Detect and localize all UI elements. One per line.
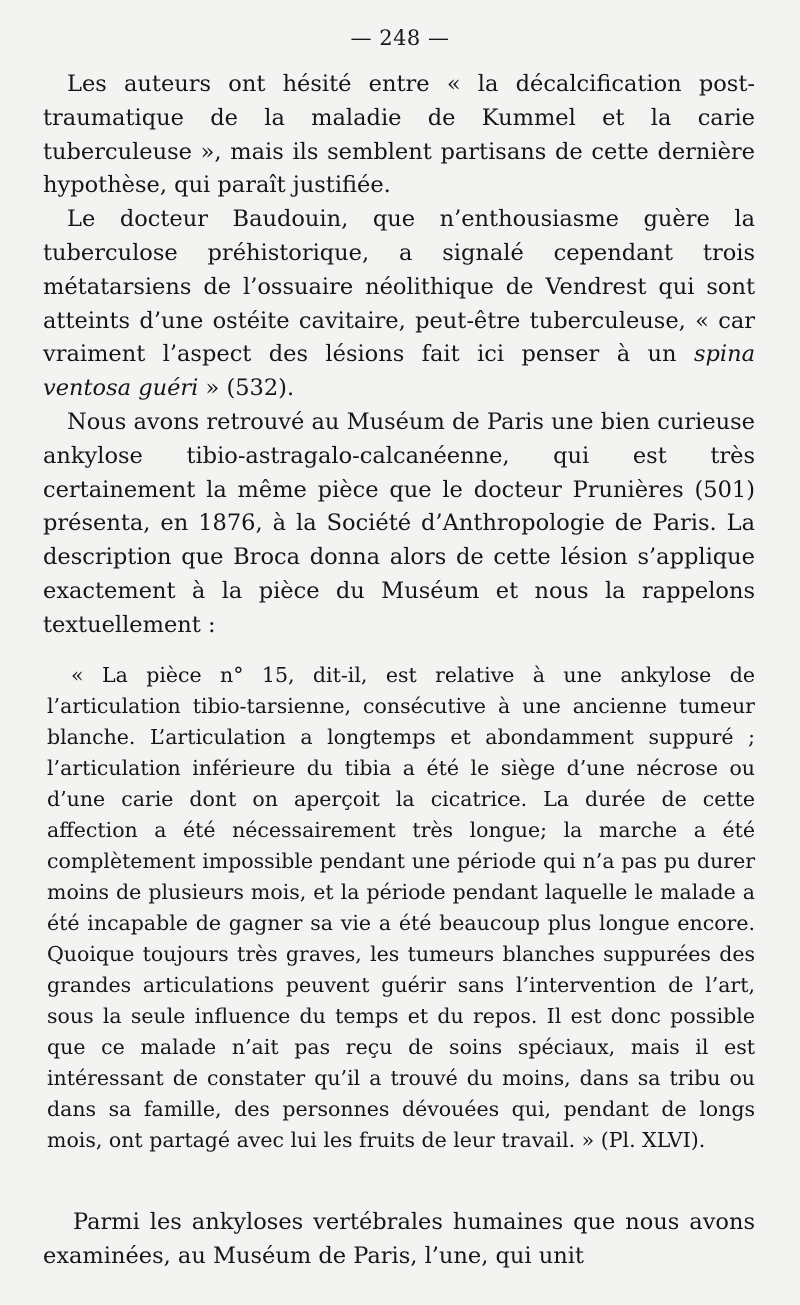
- paragraph-4: Parmi les ankyloses vertébrales humaines que nous avons examinées, au Muséum de Paris, l’une, qui unit: [43, 1209, 755, 1269]
- paragraph-2-text-a: Le docteur Baudouin, que n’enthousiasme guère la tuberculose préhistorique, a signalé cependant trois métatarsiens de l’ossuaire néolithique de Vendrest qui sont atteints d’une ostéite cavitaire, peut-être tuberculeuse, « car vraiment l’aspect des lésions fait ici penser à un: [43, 206, 755, 368]
- quotation-text: « La pièce n° 15, dit-il, est relative à une ankylose de l’articulation tibio-tarsienne, consécutive à une ancienne tumeur blanche. L’articulation a longtemps et abondamment suppuré ; l’articulation inférieure du tibia a été le siège d’une nécrose ou d’une carie dont on aperçoit la cicatrice. La durée de cette affection a été nécessairement très longue; la marche a été complètement impossible pendant une période qui n’a pas pu durer moins de plusieurs mois, et la période pendant laquelle le malade a été incapable de gagner sa vie a été beaucoup plus longue encore. Quoique toujours très graves, les tumeurs blanches suppurées des grandes articulations peuvent guérir sans l’intervention de l’art, sous la seule influence du temps et du repos. Il est donc possible que ce malade n’ait pas reçu de soins spéciaux, mais il est intéressant de constater qu’il a trouvé du moins, dans sa tribu ou dans sa famille, des personnes dévouées qui, pendant de longs mois, ont partagé avec lui les fruits de leur travail. » (Pl. XLVI).: [47, 663, 755, 1152]
- paragraph-2: [43, 203, 755, 406]
- paragraph-2-text-b: » (532).: [198, 375, 295, 402]
- body-text-top: [43, 68, 755, 643]
- body-text-bottom: [43, 1205, 755, 1273]
- page-number: — 248 —: [350, 26, 450, 50]
- paragraph-2-italic: spina ventosa guéri: [43, 341, 755, 402]
- paragraph-3: Nous avons retrouvé au Muséum de Paris une bien curieuse ankylose tibio-astragalo-calcanéenne, qui est très certainement la même pièce que le docteur Prunières (501) présenta, en 1876, à la Société d’Anthropologie de Paris. La description que Broca donna alors de cette lésion s’applique exactement à la pièce du Muséum et nous la rappelons textuellement :: [43, 408, 755, 638]
- paragraph-1: Les auteurs ont hésité entre « la décalcification post-traumatique de la maladie de Kummel et la carie tuberculeuse », mais ils semblent partisans de cette dernière hypothèse, qui paraît justifiée.: [43, 71, 755, 199]
- block-quotation: [47, 660, 755, 1156]
